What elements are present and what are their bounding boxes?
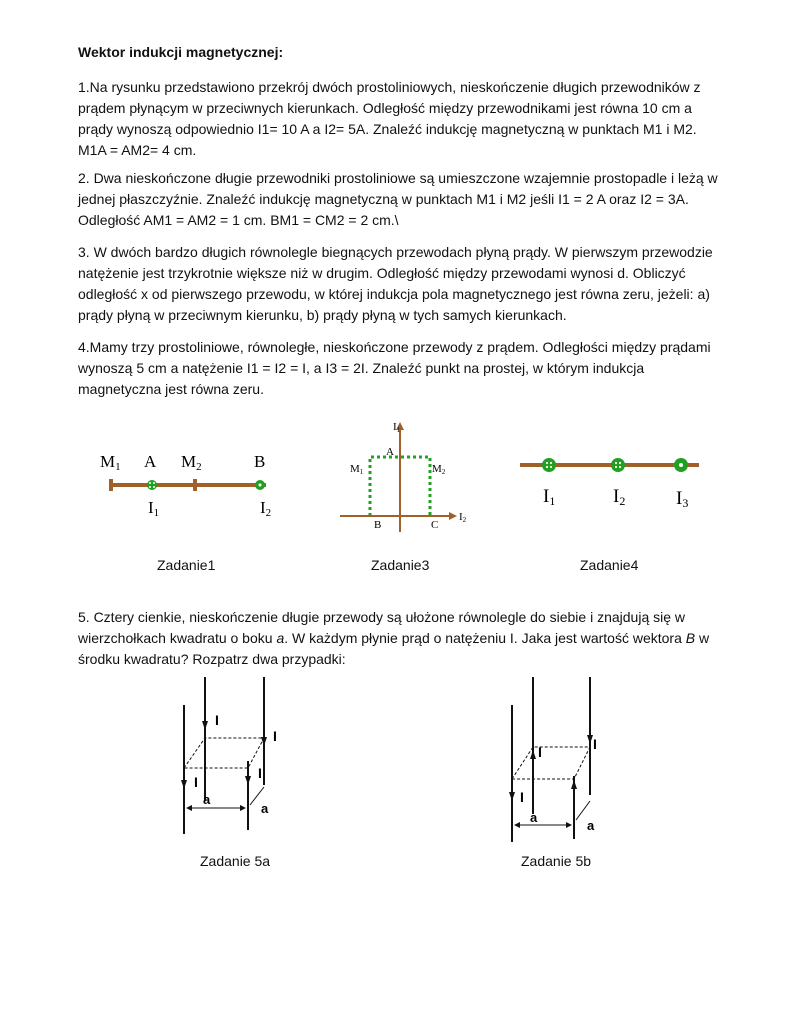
problem-5-text: 5. Cztery cienkie, nieskończenie długie przewody są ułożone równolegle do siebie i znajdują się w wierzchołkach kwadratu o boku a. W każdym płynie prąd o natężeniu I. Jaka jest wartość wektora B w środku kwadratu? Rozpatrz dwa przypadki:: [78, 609, 710, 667]
square-dashed: [184, 738, 264, 768]
page-title: Wektor indukcji magnetycznej:: [78, 44, 284, 60]
label-i2: I2: [459, 511, 467, 524]
square-dashed: [512, 747, 590, 779]
label-i2: I2: [260, 498, 272, 519]
label-i1: I1: [393, 421, 401, 434]
label-i-top: I: [215, 712, 219, 728]
label-m1: M1: [100, 452, 121, 473]
figure-zadanie5b: [496, 677, 616, 847]
caption-zadanie3: Zadanie3: [371, 557, 430, 573]
caption-zadanie4: Zadanie4: [580, 557, 639, 573]
label-i-left: I: [194, 774, 198, 790]
caption-zadanie1: Zadanie1: [157, 557, 216, 573]
conductor-i1: [147, 480, 157, 490]
label-c: C: [431, 519, 439, 531]
caption-zadanie5b: Zadanie 5b: [521, 853, 592, 869]
figure-zadanie1: [96, 445, 296, 535]
label-i-right: I: [593, 736, 597, 752]
problem-1-text: 1.Na rysunku przedstawiono przekrój dwóch prostoliniowych, nieskończenie długich przewodników z prądem płynącym w przeciwnych kierunkach. Odległość między przewodnikami jest równa 10 cm a prądy wynoszą odpowiednio I1= 10 A a I2= 5A. Znaleźć indukcję magnetyczną w punktach M1 i M2. M1A = AM2= 4 cm.: [78, 79, 701, 158]
label-a-front: a: [530, 810, 538, 825]
label-i-left: I: [520, 789, 524, 805]
figure-zadanie3: [335, 414, 475, 534]
label-i2: I2: [613, 486, 626, 508]
conductor-i2: [611, 458, 625, 472]
label-m2: M2: [181, 452, 202, 473]
problem-2-text: 2. Dwa nieskończone długie przewodniki prostoliniowe są umieszczone wzajemnie prostopadle i leżą w jednej płaszczyźnie. Znaleźć indukcję magnetyczną w punktach M1 i M2 jeśli I1 = 2 A oraz I2 = 3A. Odległość AM1 = AM2 = 1 cm. BM1 = CM2 = 2 cm.\: [78, 170, 718, 228]
label-m1: M1: [350, 463, 364, 476]
problem-4-text: 4.Mamy trzy prostoliniowe, równoległe, nieskończone przewody z prądem. Odległości między prądami wynoszą 5 cm a natężenie I1 = I2 = I, a I3 = 2I. Znaleźć punkt na prostej, w którym indukcja magnetyczna jest równa zeru.: [78, 339, 711, 397]
label-a: A: [144, 452, 157, 471]
label-a-front: a: [203, 792, 211, 807]
label-i3: I3: [676, 488, 689, 510]
label-b: B: [374, 519, 382, 531]
label-a: A: [386, 446, 394, 458]
figure-zadanie5a: [170, 677, 290, 837]
conductor-i1: [542, 458, 556, 472]
label-b: B: [254, 452, 266, 471]
label-i-mid: I: [258, 765, 262, 781]
label-i-right: I: [273, 728, 277, 744]
label-i1: I1: [148, 498, 160, 519]
problem-3-text: 3. W dwóch bardzo długich równolegle biegnących przewodach płyną prądy. W pierwszym przewodzie natężenie jest trzykrotnie większe niż w drugim. Odległość między przewodami wynosi d. Obliczyć odległość x od pierwszego przewodu, w której indukcja pola magnetycznego jest równa zeru, jeżeli: a) prądy płyną w przeciwnym kierunku, b) prądy płyną w tych samych kierunkach.: [78, 244, 713, 323]
figure-zadanie4: [518, 452, 708, 512]
label-i-top: I: [538, 744, 542, 760]
label-i1: I1: [543, 486, 556, 508]
label-m2: M2: [432, 463, 446, 476]
label-a-side: a: [587, 818, 595, 833]
label-a-side: a: [261, 801, 269, 816]
caption-zadanie5a: Zadanie 5a: [200, 853, 271, 869]
